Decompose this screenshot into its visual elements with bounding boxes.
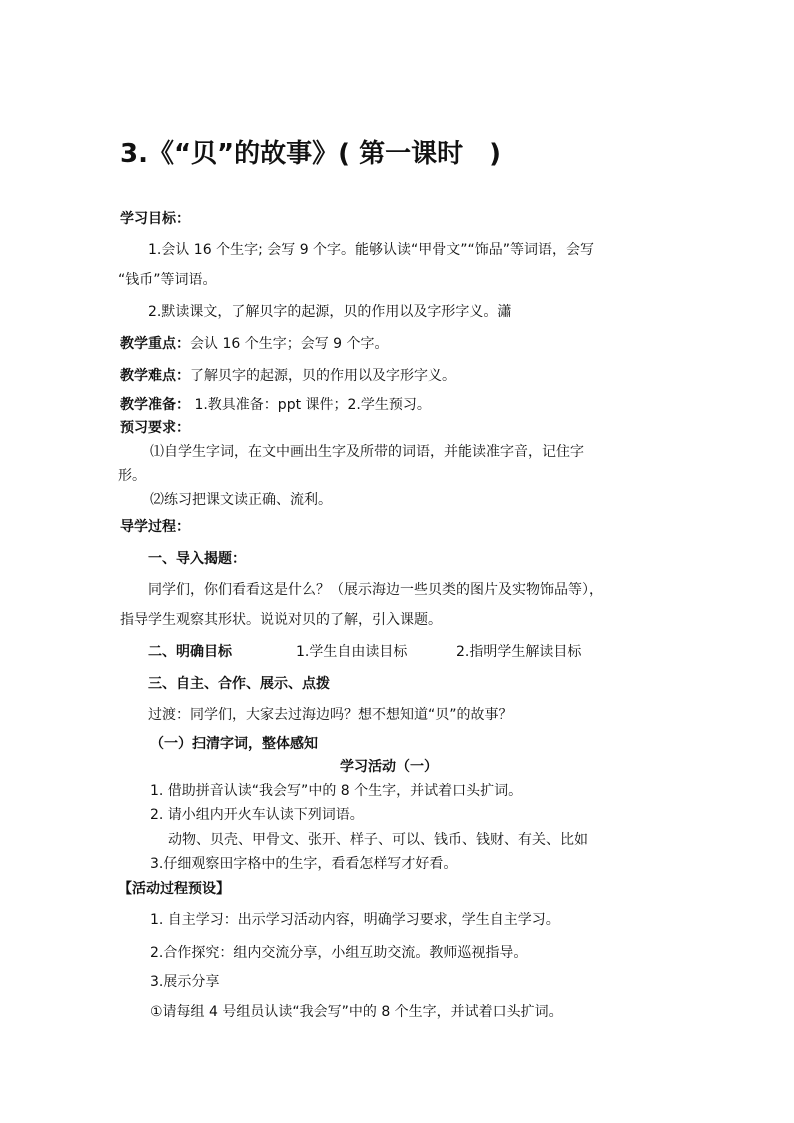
difficulty-label: 教学难点： bbox=[120, 368, 190, 384]
word-list: 动物、贝壳、甲骨文、张开、样子、可以、钱币、钱财、有关、比如 bbox=[168, 832, 588, 848]
section-2-heading: 二、明确目标 bbox=[148, 644, 232, 660]
preset-item-3-sub-1: ①请每组 4 号组员认读“我会写”中的 8 个生字，并试着口头扩词。 bbox=[150, 1004, 563, 1020]
preset-item-2: 2.合作探究：组内交流分享，小组互助交流。教师巡视指导。 bbox=[150, 945, 528, 961]
transition-text: 过渡：同学们，大家去过海边吗？想不想知道“贝”的故事？ bbox=[148, 707, 513, 723]
key-point-text: 会认 16 个生字；会写 9 个字。 bbox=[190, 336, 389, 352]
objective-2: 2.默读课文，了解贝字的起源，贝的作用以及字形字义。瀟 bbox=[148, 304, 512, 320]
key-point-label: 教学重点： bbox=[120, 336, 190, 352]
subsection-1-heading: （一）扫清字词，整体感知 bbox=[150, 736, 318, 752]
difficulty-text: 了解贝字的起源，贝的作用以及字形字义。 bbox=[190, 368, 456, 384]
section-1-line-2: 指导学生观察其形状。说说对贝的了解，引入课题。 bbox=[120, 612, 442, 628]
section-1-heading: 一、导入揭题： bbox=[148, 551, 246, 567]
activity-item-3: 3.仔细观察田字格中的生字，看看怎样写才好看。 bbox=[150, 856, 458, 872]
process-label: 导学过程： bbox=[120, 519, 190, 535]
preview-label: 预习要求： bbox=[120, 420, 190, 436]
preset-item-1: 1. 自主学习：出示学习活动内容，明确学习要求，学生自主学习。 bbox=[150, 912, 560, 928]
section-3-heading: 三、自主、合作、展示、点拨 bbox=[148, 676, 330, 692]
activity-title: 学习活动（一） bbox=[340, 759, 438, 775]
preparation-text: 1.教具准备：ppt 课件；2.学生预习。 bbox=[190, 397, 431, 413]
difficulty-row bbox=[120, 367, 456, 385]
section-1-line-1: 同学们，你们看看这是什么？（展示海边一些贝类的图片及实物饰品等）， bbox=[148, 582, 603, 598]
section-2-item-1: 1.学生自由读目标 bbox=[296, 644, 408, 660]
preview-2: ⑵练习把课文读正确、流利。 bbox=[150, 492, 332, 508]
preset-label: 【活动过程预设】 bbox=[118, 881, 230, 897]
preparation-row bbox=[120, 396, 431, 414]
activity-item-2: 2. 请小组内开火车认读下列词语。 bbox=[150, 807, 364, 823]
preview-1-line-1: ⑴自学生字词，在文中画出生字及所带的词语，并能读准字音，记住字 bbox=[150, 444, 584, 460]
activity-item-1: 1. 借助拼音认读“我会写”中的 8 个生字，并试着口头扩词。 bbox=[150, 783, 523, 799]
preparation-label: 教学准备： bbox=[120, 397, 190, 413]
page-title: 3.《“贝”的故事》( 第一课时 ) bbox=[120, 139, 501, 169]
section-2-item-2: 2.指明学生解读目标 bbox=[456, 644, 582, 660]
objective-1-line-2: “钱币”等词语。 bbox=[118, 272, 217, 288]
key-point-row bbox=[120, 335, 389, 353]
preset-item-3: 3.展示分享 bbox=[150, 974, 220, 990]
objectives-label: 学习目标： bbox=[120, 211, 190, 227]
objective-1-line-1: 1.会认 16 个生字; 会写 9 个字。能够认读“甲骨文”“饰品”等词语，会写 bbox=[148, 242, 595, 258]
preview-1-line-2: 形。 bbox=[118, 468, 146, 484]
